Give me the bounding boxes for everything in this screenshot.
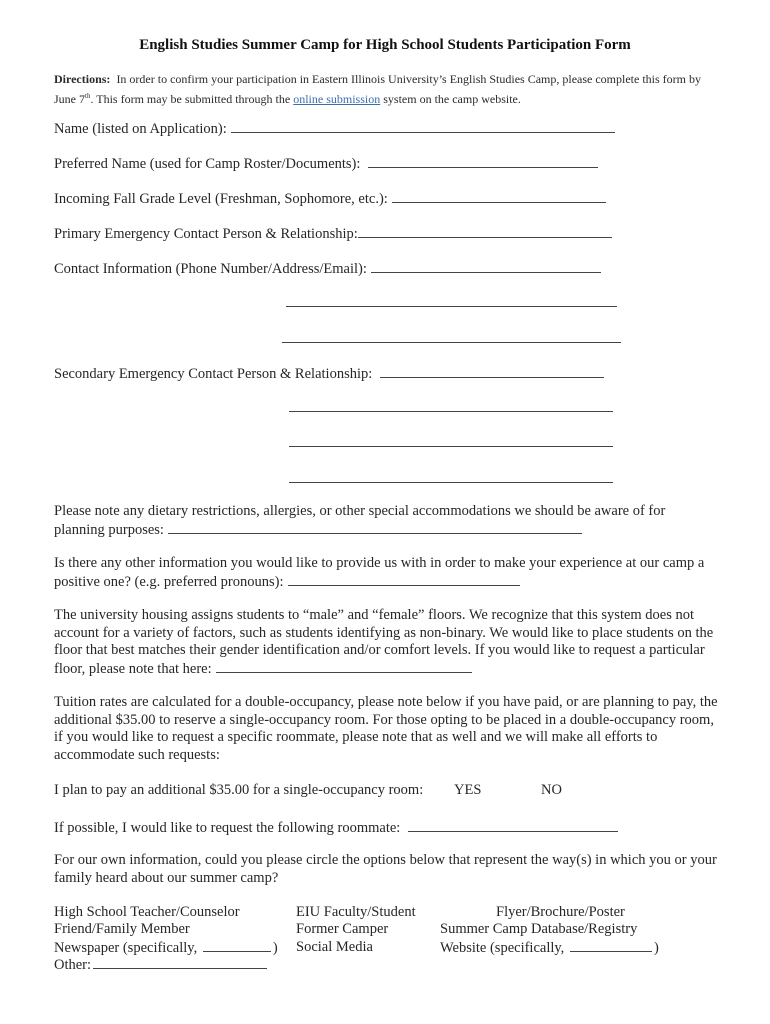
single-room-label: I plan to pay an additional $35.00 for a single-occupancy room: <box>54 782 424 798</box>
directions-sup: th <box>85 92 91 100</box>
grade-level-field[interactable] <box>392 188 606 203</box>
dietary-label: Please note any dietary restrictions, allergies, or other special accommodations we should be aware of for planning purposes: <box>54 503 666 538</box>
newspaper-field[interactable] <box>203 939 271 952</box>
primary-contact-label: Primary Emergency Contact Person & Relationship: <box>54 226 358 242</box>
online-submission-link[interactable]: online submission <box>293 92 381 106</box>
secondary-contact-line-4[interactable] <box>289 482 613 483</box>
directions-label: Directions: <box>54 72 111 86</box>
dietary-question <box>54 503 719 539</box>
secondary-contact-row <box>54 363 604 383</box>
website-close: ) <box>653 940 659 956</box>
other-label: Other: <box>54 957 92 973</box>
option-newspaper[interactable] <box>54 939 278 957</box>
newspaper-close: ) <box>272 940 278 956</box>
website-field[interactable] <box>570 939 652 952</box>
option-former-camper[interactable]: Former Camper <box>296 921 389 937</box>
secondary-contact-field[interactable] <box>380 363 604 378</box>
website-label: Website (specifically, <box>440 940 568 956</box>
preferred-name-row <box>54 153 598 173</box>
tuition-paragraph <box>54 694 719 764</box>
form-title: English Studies Summer Camp for High School Students Participation Form <box>139 37 631 53</box>
other-info-question <box>54 555 719 591</box>
name-field[interactable] <box>231 118 615 133</box>
housing-label: The university housing assigns students to “male” and “female” floors. We recognize that this system does not account for a variety of factors, such as students identifying as non-binary. We would like to place students on the floor that best matches their gender identification and/or comfort levels. If you would like to request a particular floor, please note that here: <box>54 607 714 677</box>
option-flyer[interactable]: Flyer/Brochure/Poster <box>496 904 625 920</box>
heard-about-question <box>54 852 719 887</box>
option-high-school-teacher[interactable]: High School Teacher/Counselor <box>54 904 240 920</box>
contact-info-field[interactable] <box>371 258 601 273</box>
secondary-contact-line-3[interactable] <box>289 446 613 447</box>
single-room-row <box>54 782 423 799</box>
name-row <box>54 118 615 138</box>
other-info-label: Is there any other information you would like to provide us with in order to make your experience at our camp a positive one? (e.g. preferred pronouns): <box>54 555 705 590</box>
roommate-row <box>54 817 618 837</box>
primary-contact-field[interactable] <box>358 223 612 238</box>
preferred-name-field[interactable] <box>368 153 598 168</box>
tuition-text: Tuition rates are calculated for a double-occupancy, please note below if you have paid, or are planning to pay, the additional $35.00 to reserve a single-occupancy room. For those opting to be placed in a double-occupancy room, if you would like to request a specific roommate, please note that as well and we will make all efforts to accommodate such requests: <box>54 694 718 763</box>
directions-text-3: system on the camp website. <box>380 92 521 106</box>
roommate-label: If possible, I would like to request the following roommate: <box>54 820 401 836</box>
newspaper-label: Newspaper (specifically, <box>54 940 201 956</box>
yes-option[interactable]: YES <box>454 782 482 798</box>
housing-field[interactable] <box>216 660 472 673</box>
preferred-name-label: Preferred Name (used for Camp Roster/Documents): <box>54 156 361 172</box>
roommate-field[interactable] <box>408 817 618 832</box>
no-option[interactable]: NO <box>541 782 562 798</box>
grade-level-label: Incoming Fall Grade Level (Freshman, Sophomore, etc.): <box>54 191 388 207</box>
directions-text-1: In order to confirm your participation in Eastern Illinois University’s English Studies Camp, please complete this form by June 7 <box>54 72 701 106</box>
directions <box>54 71 719 108</box>
other-field[interactable] <box>93 956 267 969</box>
option-other[interactable] <box>54 956 269 974</box>
contact-info-line-2[interactable] <box>286 306 617 307</box>
contact-info-line-3[interactable] <box>282 342 621 343</box>
other-info-field[interactable] <box>288 573 520 586</box>
contact-info-row <box>54 258 601 278</box>
heard-about-label: For our own information, could you please circle the options below that represent the way(s) in which you or your family heard about our summer camp? <box>54 852 717 886</box>
grade-level-row <box>54 188 606 208</box>
secondary-contact-label: Secondary Emergency Contact Person & Relationship: <box>54 366 373 382</box>
secondary-contact-line-2[interactable] <box>289 411 613 412</box>
primary-contact-row <box>54 223 612 243</box>
option-eiu-faculty[interactable]: EIU Faculty/Student <box>296 904 416 920</box>
option-website[interactable] <box>440 939 659 957</box>
option-friend-family[interactable]: Friend/Family Member <box>54 921 190 937</box>
directions-text-2: . This form may be submitted through the <box>90 92 294 106</box>
option-summer-camp-database[interactable]: Summer Camp Database/Registry <box>440 921 638 937</box>
name-label: Name (listed on Application): <box>54 121 227 137</box>
housing-question <box>54 607 719 678</box>
dietary-field[interactable] <box>168 521 582 534</box>
contact-info-label: Contact Information (Phone Number/Address/Email): <box>54 261 367 277</box>
option-social-media[interactable]: Social Media <box>296 939 373 955</box>
